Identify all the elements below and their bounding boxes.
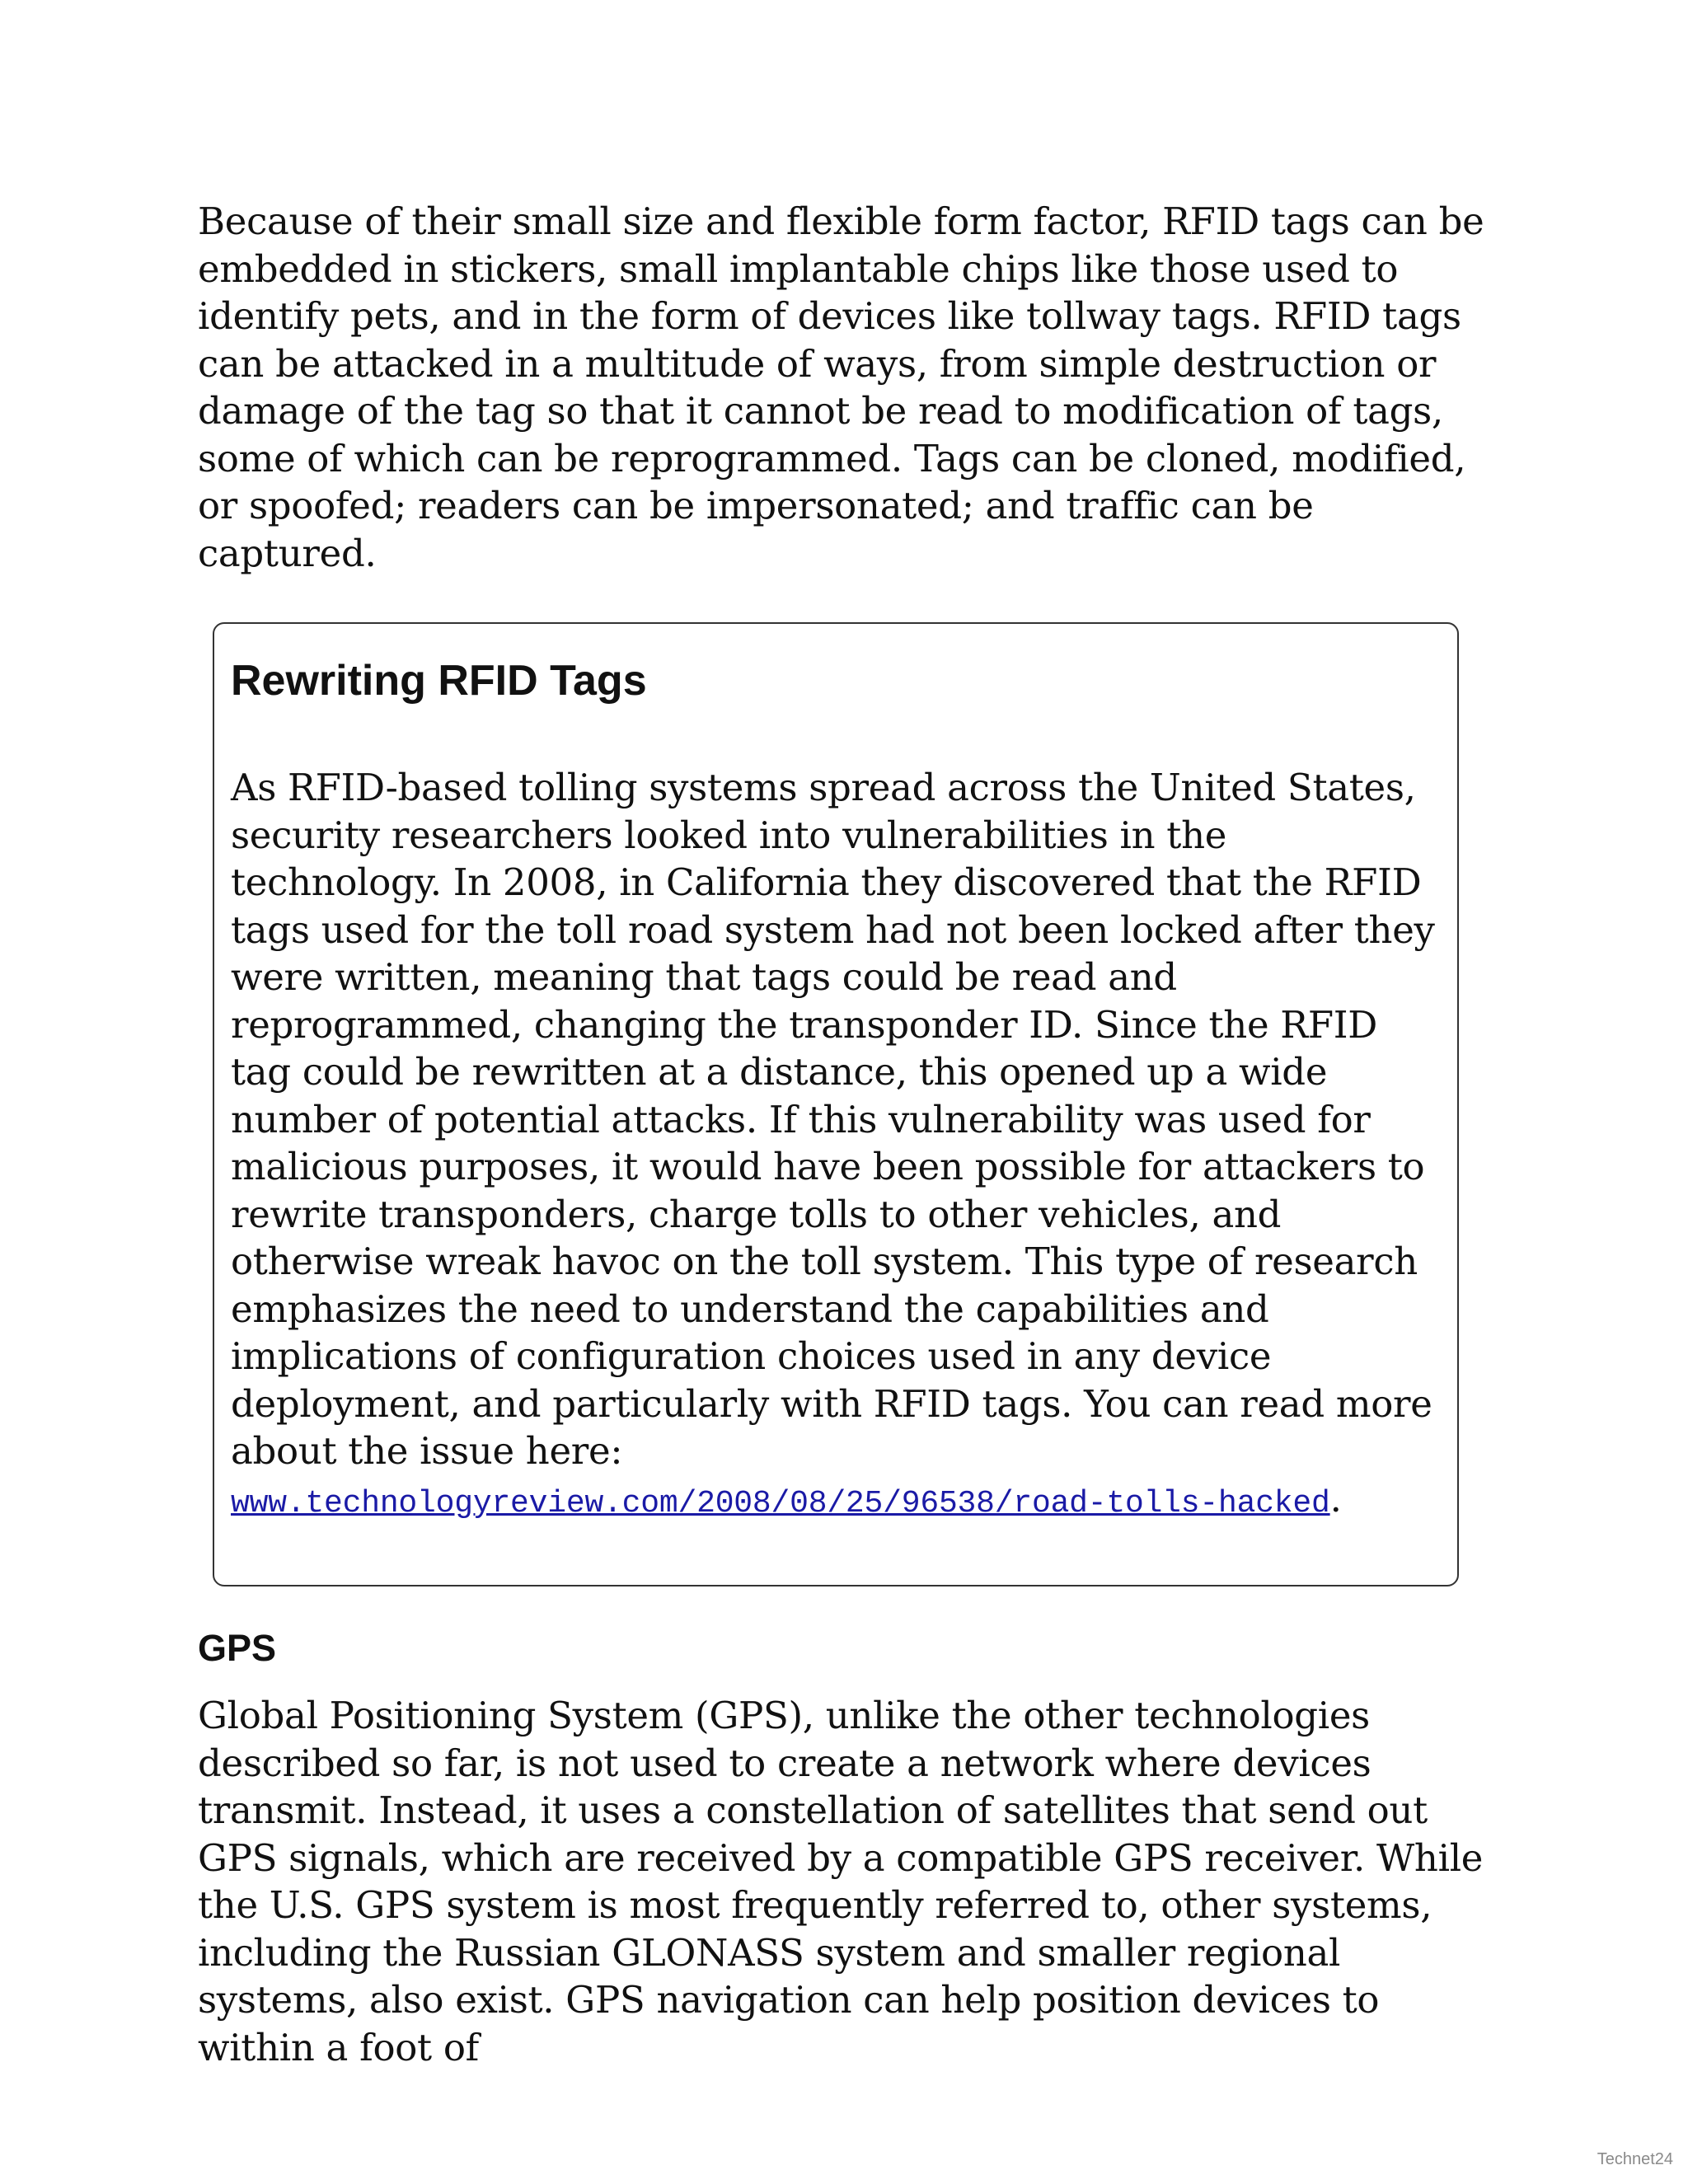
intro-paragraph: Because of their small size and flexible form factor, RFID tags can be embedded in stickers, small implantable chips like those used to identify pets, and in the form of devices like tollway tags. RFID tags can be attacked in a multitude of ways, from simple destruction or damage of the tag so that it cannot be read to modification of tags, some of which can be reprogrammed. Tags can be cloned, modified, or spoofed; readers can be impersonated; and traffic can be captured. xyxy=(198,199,1484,575)
link-suffix: . xyxy=(1329,1476,1342,1521)
sidebar-box-rewriting-rfid-tags xyxy=(213,622,1459,1586)
sidebar-body xyxy=(231,764,1441,1527)
page-content xyxy=(198,198,1492,2071)
gps-paragraph: Global Positioning System (GPS), unlike the other technologies described so far, is not used to create a network where devices transmit. Instead, it uses a constellation of satellites that send out GPS signals, which are received by a compatible GPS receiver. While the U.S. GPS system is most frequently referred to, other systems, including the Russian GLONASS system and smaller regional systems, also exist. GPS navigation can help position devices to within a foot of xyxy=(198,1694,1484,2069)
watermark-text: Technet24 xyxy=(1597,2150,1673,2168)
sidebar-body-text: As RFID-based tolling systems spread across the United States, security researchers looked into vulnerabilities in the technology. In 2008, in California they discovered that the RFID tags used for the toll road system had not been locked after they were written, meaning that tags could be read and reprogrammed, changing the transponder ID. Since the RFID tag could be rewritten at a distance, this opened up a wide number of potential attacks. If this vulnerability was used for malicious purposes, it would have been possible for attackers to rewrite transponders, charge tolls to other vehicles, and otherwise wreak havoc on the toll system. This type of research emphasizes the need to understand the capabilities and implications of configuration choices used in any device deployment, and particularly with RFID tags. You can read more about the issue here: xyxy=(231,766,1435,1473)
technology-review-link[interactable]: www.technologyreview.com/2008/08/25/96538/road-tolls-hacked xyxy=(231,1485,1330,1521)
gps-heading: GPS xyxy=(198,1627,277,1669)
sidebar-title: Rewriting RFID Tags xyxy=(231,657,647,705)
